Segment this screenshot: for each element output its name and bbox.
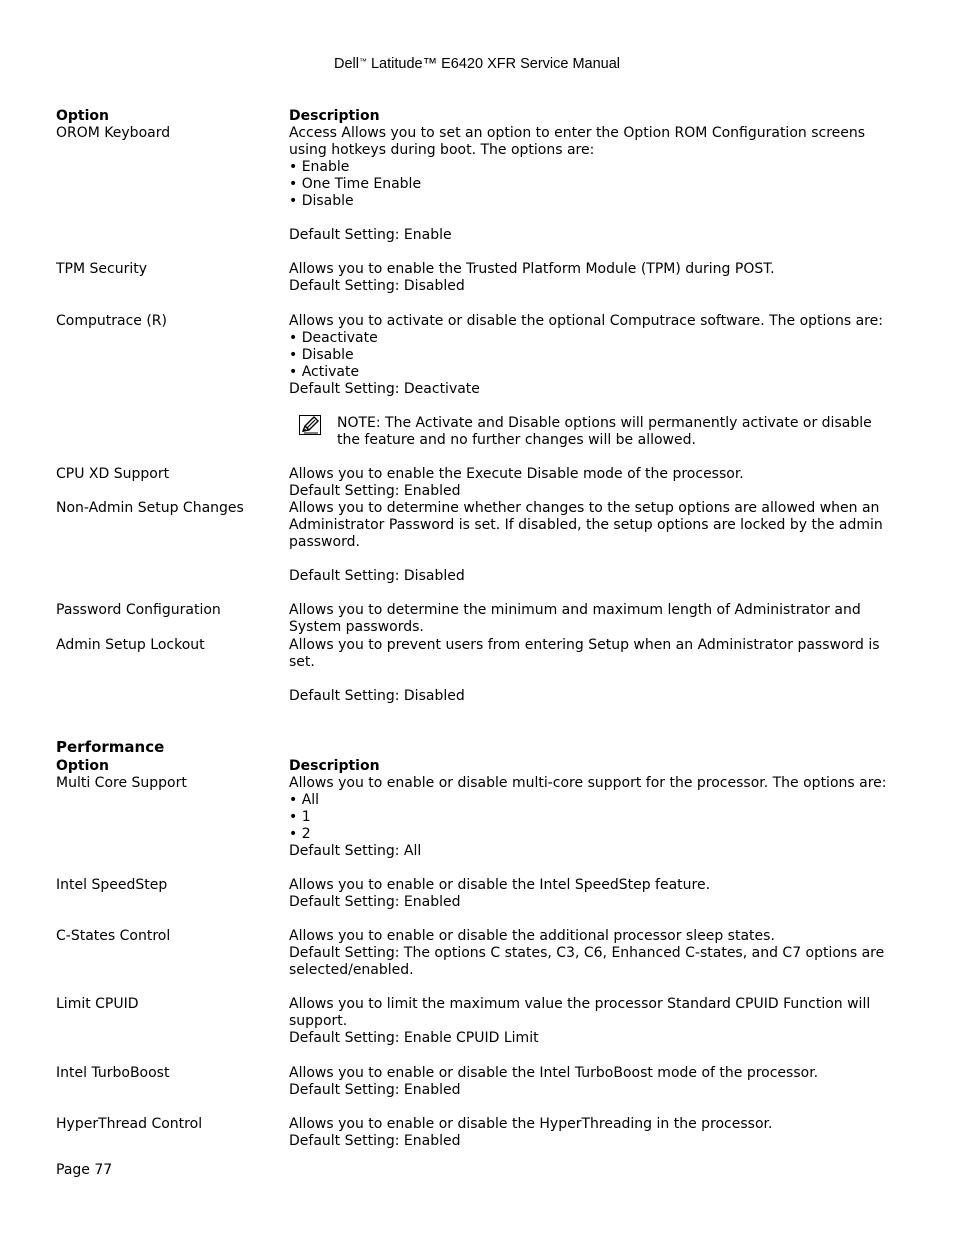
description-line: Allows you to enable or disable the Intel TurboBoost mode of the processor. [289,1065,819,1081]
option-multi-core-support: Multi Core Support [56,775,187,791]
bullet-item: • 1 [289,809,311,825]
default-setting: Default Setting: Enabled [289,1133,461,1149]
option-column-header: Option [56,108,109,124]
default-setting: Default Setting: Enabled [289,894,461,910]
description-line: Allows you to enable or disable the Intel SpeedStep feature. [289,877,711,893]
bullet-item: • Enable [289,159,350,175]
note-text [337,415,872,449]
description-limit-cpuid [289,996,904,1047]
description-line: using hotkeys during boot. The options are: [289,142,595,158]
description-cpu-xd-support [289,466,904,500]
description-column-header: Description [289,758,380,774]
description-line: set. [289,654,315,670]
description-line: Access Allows you to set an option to enter the Option ROM Configuration screens [289,125,866,141]
bullet-item: • Disable [289,347,354,363]
option-non-admin-setup-changes: Non-Admin Setup Changes [56,500,244,516]
option-tpm-security: TPM Security [56,261,148,277]
bullet-item: • Deactivate [289,330,378,346]
blank-line [289,551,904,568]
note-line: NOTE: The Activate and Disable options will permanently activate or disable [337,415,872,431]
default-setting: Default Setting: Disabled [289,278,465,294]
description-line: Allows you to enable or disable the additional processor sleep states. [289,928,775,944]
description-line: Administrator Password is set. If disabled, the setup options are locked by the admin [289,517,883,533]
description-line: Allows you to determine whether changes to the setup options are allowed when an [289,500,880,516]
description-intel-turboboost [289,1065,904,1099]
page-header [0,56,954,73]
description-tpm-security [289,261,904,295]
description-line: System passwords. [289,619,424,635]
description-computrace [289,313,904,398]
description-line: Allows you to activate or disable the optional Computrace software. The options are: [289,313,883,329]
option-limit-cpuid: Limit CPUID [56,996,139,1012]
description-hyperthread-control [289,1116,904,1150]
option-intel-speedstep: Intel SpeedStep [56,877,168,893]
bullet-item: • Activate [289,364,360,380]
description-admin-setup-lockout [289,637,904,705]
trademark-symbol: ™ [358,57,367,66]
description-line: support. [289,1013,348,1029]
blank-line [289,210,904,227]
description-line: selected/enabled. [289,962,414,978]
description-c-states-control [289,928,904,979]
bullet-item: • Disable [289,193,354,209]
description-intel-speedstep [289,877,904,911]
option-intel-turboboost: Intel TurboBoost [56,1065,170,1081]
option-admin-setup-lockout: Admin Setup Lockout [56,637,205,653]
description-orom-keyboard [289,125,904,244]
description-non-admin-setup-changes [289,500,904,585]
default-setting: Default Setting: Enable [289,227,452,243]
option-c-states-control: C-States Control [56,928,171,944]
option-cpu-xd-support: CPU XD Support [56,466,170,482]
option-hyperthread-control: HyperThread Control [56,1116,203,1132]
description-line: Allows you to enable or disable multi-core support for the processor. The options are: [289,775,887,791]
blank-line [289,671,904,688]
default-setting: Default Setting: Disabled [289,568,465,584]
header-brand: Dell [333,56,359,72]
default-setting: Default Setting: All [289,843,422,859]
description-password-configuration [289,602,904,636]
section-title-performance: Performance [56,738,165,756]
note-line: the feature and no further changes will be allowed. [337,432,696,448]
description-line: password. [289,534,360,550]
option-computrace: Computrace (R) [56,313,167,329]
bullet-item: • One Time Enable [289,176,422,192]
default-setting: Default Setting: Enabled [289,483,461,499]
default-setting: Default Setting: Enable CPUID Limit [289,1030,539,1046]
option-orom-keyboard: OROM Keyboard [56,125,171,141]
pencil-note-icon [299,415,321,435]
default-setting: Default Setting: Deactivate [289,381,480,397]
description-line: Allows you to enable or disable the HyperThreading in the processor. [289,1116,773,1132]
description-multi-core-support [289,775,904,860]
description-line: Allows you to prevent users from entering Setup when an Administrator password is [289,637,880,653]
description-line: Allows you to determine the minimum and maximum length of Administrator and [289,602,861,618]
option-column-header: Option [56,758,109,774]
default-setting: Default Setting: Enabled [289,1082,461,1098]
bullet-item: • 2 [289,826,311,842]
header-title: Latitude™ E6420 XFR Service Manual [366,56,621,72]
description-line: Allows you to limit the maximum value the processor Standard CPUID Function will [289,996,871,1012]
description-line: Allows you to enable the Execute Disable mode of the processor. [289,466,744,482]
description-line: Allows you to enable the Trusted Platform Module (TPM) during POST. [289,261,775,277]
bullet-item: • All [289,792,320,808]
page-number: Page 77 [56,1162,113,1178]
default-setting: Default Setting: The options C states, C3, C6, Enhanced C-states, and C7 options are [289,945,885,961]
description-column-header: Description [289,108,380,124]
option-password-configuration: Password Configuration [56,602,221,618]
default-setting: Default Setting: Disabled [289,688,465,704]
